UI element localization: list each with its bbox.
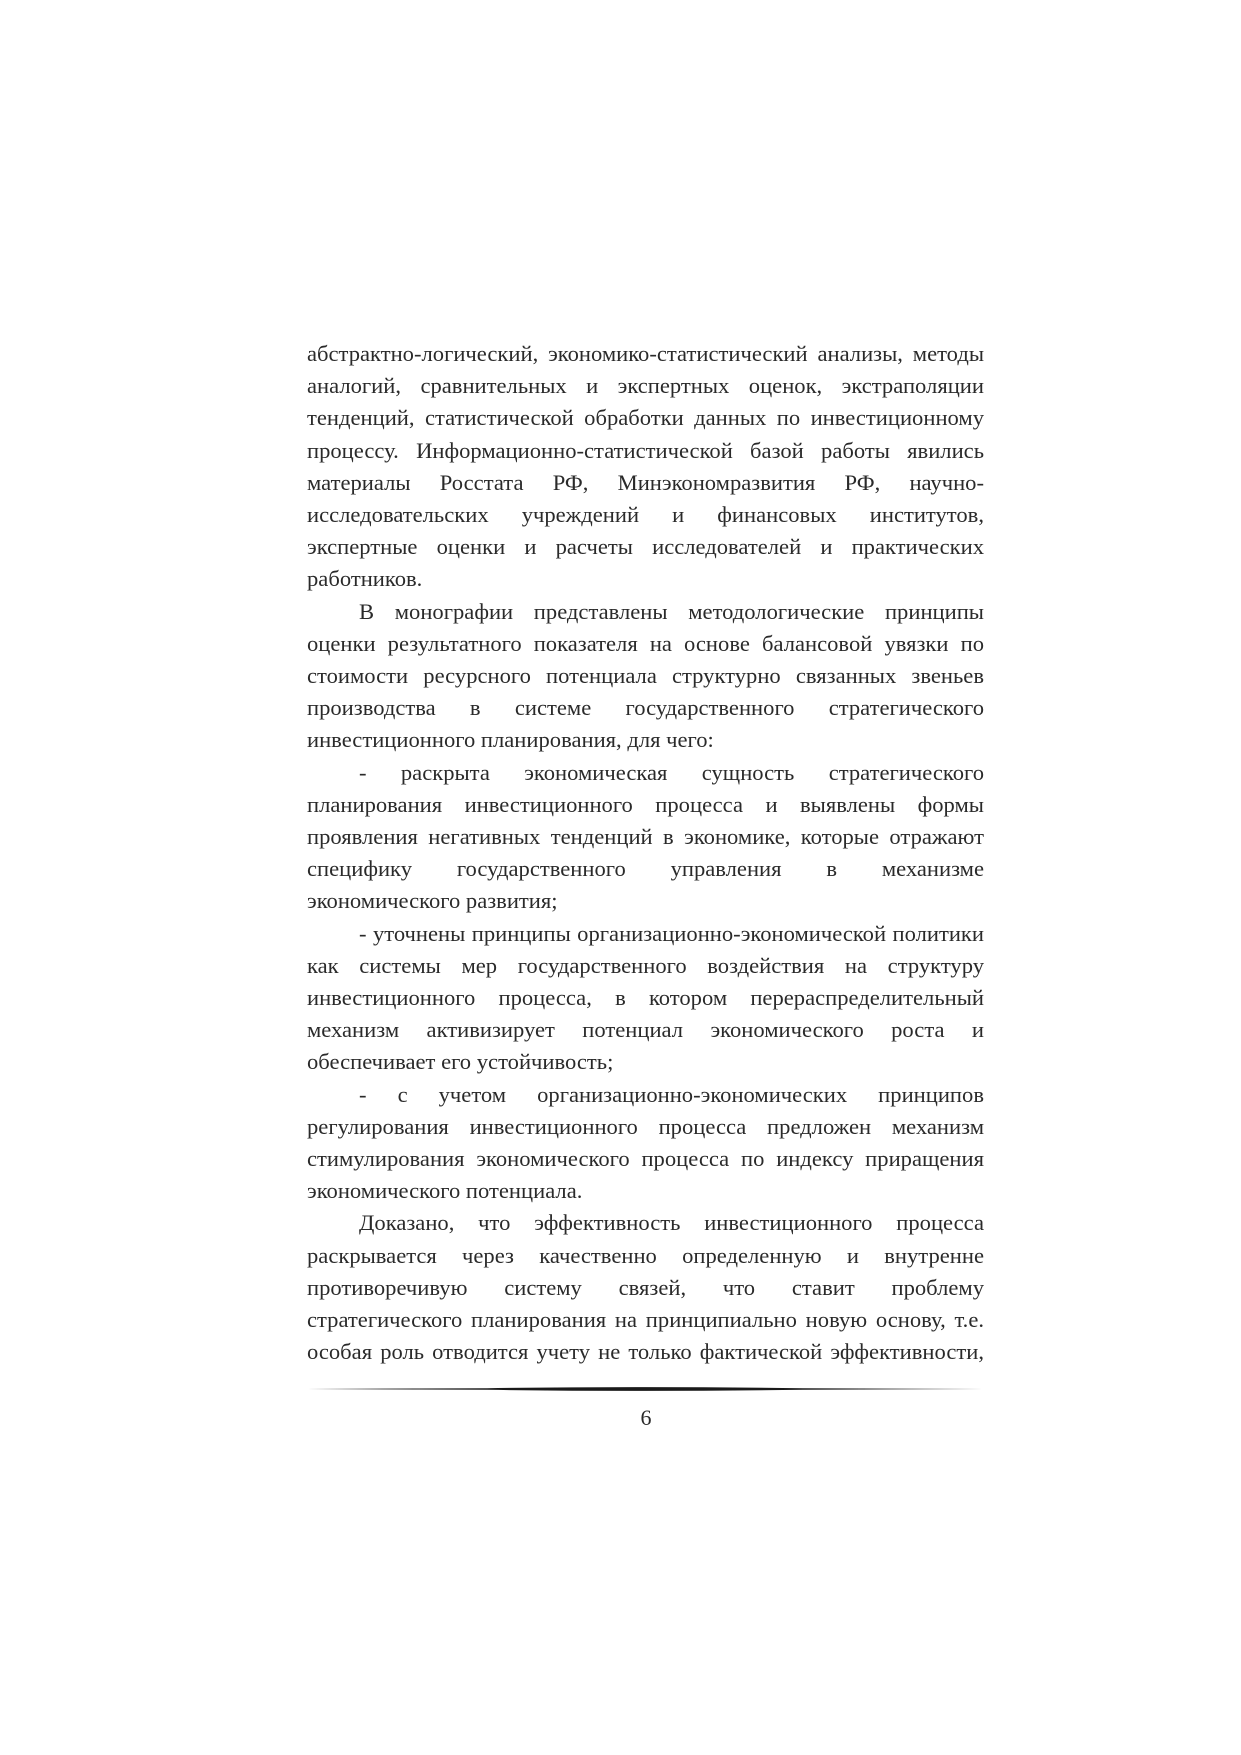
paragraph-efficiency: Доказано, что эффективность инвестиционного процесса раскрывается через качественно определенную и внутренне противоречивую систему связей, что ставит проблему стратегического планирования на принципиально новую основу, т.е. особая роль отводится учету не только фактической эффективности, [307,1210,984,1365]
paragraph-methods: абстрактно-логический, экономико-статистический анализы, методы аналогий, сравнительных и экспертных оценок, экстраполяции тенденций, статистической обработки данных по инвестиционному процессу. Информационно-статистической базой работы явились материалы Росстата РФ, Минэкономразвития РФ, научно-исследовательских учреждений и финансовых институтов, экспертные оценки и расчеты исследователей и практических работников. [307,341,984,592]
page-number: 6 [640,1405,652,1430]
paragraph-item-stimulation-mechanism: - с учетом организационно-экономических принципов регулирования инвестиционного процесса предложен механизм стимулирования экономического процесса по индексу приращения экономического потенциала. [307,1081,984,1204]
paragraph-monograph-intro: В монографии представлены методологические принципы оценки результатного показателя на основе балансовой увязки по стоимости ресурсного потенциала структурно связанных звеньев производства в системе государственного стратегического инвестиционного планирования, для чего: [307,598,984,753]
page-body-text [307,338,984,1369]
paragraph-item-strategic-planning: - раскрыта экономическая сущность стратегического планирования инвестиционного процесса и выявлены формы проявления негативных тенденций в экономике, которые отражают специфику государственного управления в механизме экономического развития; [307,759,984,914]
footer-rule [307,1386,984,1392]
paragraph-item-policy-principles: - уточнены принципы организационно-экономической политики как системы мер государственного воздействия на структуру инвестиционного процесса, в котором перераспределительный механизм активизирует потенциал экономического роста и обеспечивает его устойчивость; [307,920,984,1075]
